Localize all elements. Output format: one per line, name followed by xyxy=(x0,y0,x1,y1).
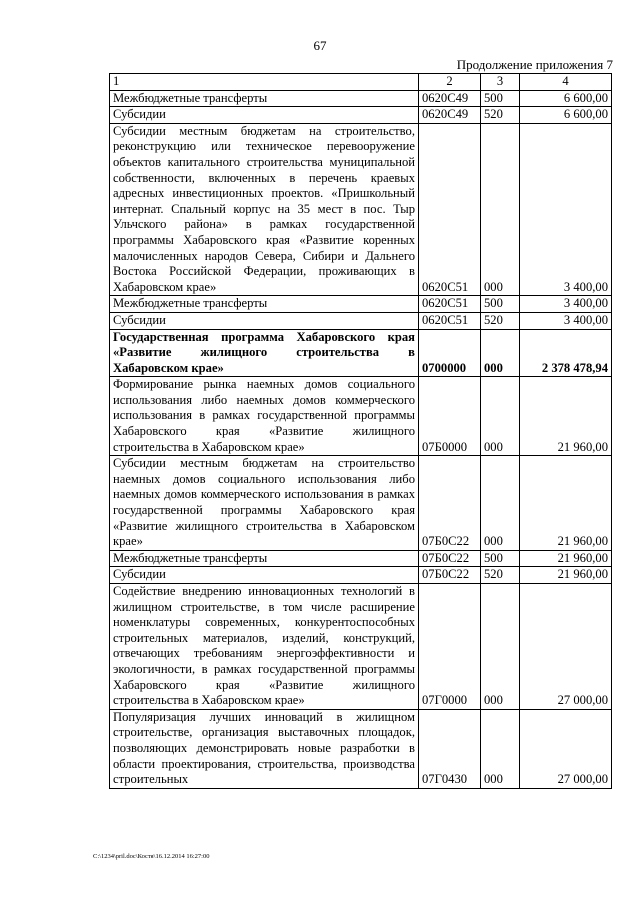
item-name-cell: Субсидии xyxy=(110,107,419,124)
expense-type-cell: 000 xyxy=(481,584,520,710)
table-header-row xyxy=(110,74,612,91)
expense-type-cell: 520 xyxy=(481,567,520,584)
column-header-4: 4 xyxy=(520,74,612,91)
table-row xyxy=(110,550,612,567)
target-code-cell: 0700000 xyxy=(419,329,481,377)
amount-cell: 3 400,00 xyxy=(520,296,612,313)
amount-cell: 27 000,00 xyxy=(520,584,612,710)
budget-table xyxy=(109,73,612,789)
table-body xyxy=(110,90,612,788)
item-name-cell: Межбюджетные трансферты xyxy=(110,90,419,107)
target-code-cell: 07Б0С22 xyxy=(419,550,481,567)
expense-type-cell: 000 xyxy=(481,709,520,788)
item-name-cell: Субсидии местным бюджетам на строительство, реконструкцию или техническое перевооружение объектов капитального строительства муниципальной собственности, включенных в перечень краевых адресных инвестиционных проектов. «Пришкольный интернат. Спальный корпус на 35 мест в пос. Тыр Ульчского района» в рамках государственной программы Хабаровского края «Развитие коренных малочисленных народов Севера, Сибири и Дальнего Востока Российской Федерации, проживающих в Хабаровском крае» xyxy=(110,123,419,296)
amount-cell: 6 600,00 xyxy=(520,107,612,124)
page-number: 67 xyxy=(313,38,327,53)
expense-type-cell: 000 xyxy=(481,456,520,551)
amount-cell: 21 960,00 xyxy=(520,377,612,456)
expense-type-cell: 000 xyxy=(481,329,520,377)
column-header-3: 3 xyxy=(481,74,520,91)
table-row xyxy=(110,312,612,329)
item-name-cell: Субсидии xyxy=(110,567,419,584)
item-name-cell: Межбюджетные трансферты xyxy=(110,296,419,313)
table-row xyxy=(110,90,612,107)
target-code-cell: 07Г0430 xyxy=(419,709,481,788)
amount-cell: 6 600,00 xyxy=(520,90,612,107)
table-row xyxy=(110,296,612,313)
table-row xyxy=(110,709,612,788)
target-code-cell: 07Г0000 xyxy=(419,584,481,710)
target-code-cell: 0620С49 xyxy=(419,90,481,107)
amount-cell: 21 960,00 xyxy=(520,550,612,567)
target-code-cell: 0620С51 xyxy=(419,296,481,313)
column-header-2: 2 xyxy=(419,74,481,91)
item-name-cell: Государственная программа Хабаровского края «Развитие жилищного строительства в Хабаровском крае» xyxy=(110,329,419,377)
table-row xyxy=(110,567,612,584)
item-name-cell: Межбюджетные трансферты xyxy=(110,550,419,567)
expense-type-cell: 500 xyxy=(481,550,520,567)
amount-cell: 2 378 478,94 xyxy=(520,329,612,377)
table-row xyxy=(110,456,612,551)
column-header-1: 1 xyxy=(110,74,419,91)
amount-cell: 21 960,00 xyxy=(520,567,612,584)
target-code-cell: 07Б0С22 xyxy=(419,567,481,584)
amount-cell: 27 000,00 xyxy=(520,709,612,788)
amount-cell: 21 960,00 xyxy=(520,456,612,551)
table-row xyxy=(110,329,612,377)
continuation-label: Продолжение приложения 7 xyxy=(456,57,613,72)
expense-type-cell: 500 xyxy=(481,90,520,107)
table-row xyxy=(110,123,612,296)
table-row xyxy=(110,584,612,710)
expense-type-cell: 520 xyxy=(481,107,520,124)
item-name-cell: Популяризация лучших инноваций в жилищном строительстве, организация выставочных площадок, позволяющих демонстрировать новые разработки в области проектирования, строительства, производства строительных xyxy=(110,709,419,788)
item-name-cell: Содействие внедрению инновационных технологий в жилищном строительстве, в том числе расширение номенклатуры современных, конкурентоспособных строительных материалов, изделий, конструкций, отвечающих требованиям энергоэффективности и экологичности, в рамках государственной программы Хабаровского края «Развитие жилищного строительства в Хабаровском крае» xyxy=(110,584,419,710)
expense-type-cell: 000 xyxy=(481,377,520,456)
target-code-cell: 0620С49 xyxy=(419,107,481,124)
target-code-cell: 07Б0С22 xyxy=(419,456,481,551)
item-name-cell: Формирование рынка наемных домов социального использования либо наемных домов коммерческого использования в рамках государственной программы Хабаровского края «Развитие жилищного строительства в Хабаровском крае» xyxy=(110,377,419,456)
file-path-footer: C:\1234\pril.doc\Костя\16.12.2014 16:27:00 xyxy=(93,853,210,860)
target-code-cell: 0620С51 xyxy=(419,123,481,296)
target-code-cell: 07Б0000 xyxy=(419,377,481,456)
expense-type-cell: 000 xyxy=(481,123,520,296)
amount-cell: 3 400,00 xyxy=(520,123,612,296)
item-name-cell: Субсидии xyxy=(110,312,419,329)
expense-type-cell: 500 xyxy=(481,296,520,313)
item-name-cell: Субсидии местным бюджетам на строительство наемных домов социального использования либо наемных домов коммерческого использования в рамках государственной программы Хабаровского края «Развитие жилищного строительства в Хабаровском крае» xyxy=(110,456,419,551)
table-row xyxy=(110,377,612,456)
target-code-cell: 0620С51 xyxy=(419,312,481,329)
expense-type-cell: 520 xyxy=(481,312,520,329)
amount-cell: 3 400,00 xyxy=(520,312,612,329)
table-row xyxy=(110,107,612,124)
